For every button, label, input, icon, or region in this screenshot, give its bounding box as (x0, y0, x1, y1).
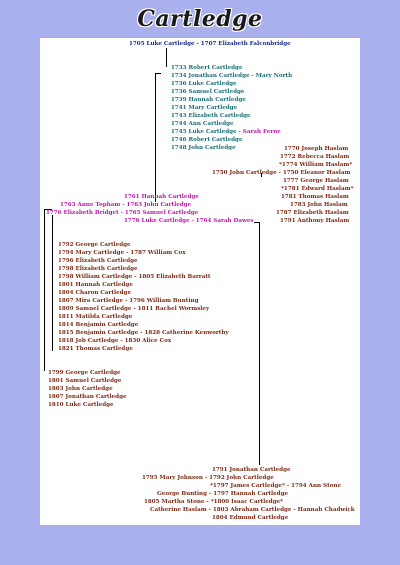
gen4-child: 1809 Samuel Cartledge - 1811 Rachel Wormsley (58, 306, 210, 312)
haslam-child: 1791 Anthony Haslam (280, 218, 350, 224)
gen4-child: 1807 Jonathan Cartledge (48, 394, 127, 400)
connector-gen3-left (44, 209, 45, 371)
gen4-child: 1804 Edmund Cartledge (212, 515, 289, 521)
gen3-luke-sarah: 1776 Luke Cartledge - 1764 Sarah Dawes (124, 218, 254, 224)
gen3-anne-john: 1763 Anne Topham - 1763 John Cartledge (60, 202, 192, 208)
haslam-child: 1777 George Haslam (283, 178, 349, 184)
gen4-child: 1821 Thomas Cartledge (58, 346, 133, 352)
gen4-child: 1798 Elizabeth Cartledge (58, 266, 138, 272)
gen2-child: 1748 John Cartledge (171, 145, 236, 151)
haslam-child: 1783 John Haslam (290, 202, 348, 208)
haslam-child: 1770 Joseph Haslam (284, 146, 349, 152)
gen2-child: 1746 Robert Cartledge (171, 137, 243, 143)
haslam-child: 1787 Elizabeth Haslam (276, 210, 349, 216)
gen4-child: 1798 William Cartledge - 1805 Elizabeth Barratt (58, 274, 211, 280)
gen4-child: 1791 Jonathan Cartledge (212, 467, 291, 473)
gen4-child: 1796 Elizabeth Cartledge (58, 258, 138, 264)
gen2-child: 1736 Samuel Cartledge (171, 89, 245, 95)
gen4-child: 1803 John Cartledge (48, 386, 113, 392)
haslam-child: *1774 William Haslam* (279, 162, 353, 168)
gen2-luke: 1745 Luke Cartledge (171, 129, 237, 135)
connector-luke-down (259, 222, 260, 465)
gen2-child: 1733 Robert Cartledge (171, 65, 243, 71)
gen4-child: 1807 Mira Cartledge - 1796 William Bunting (58, 298, 199, 304)
gen4-child: *1797 James Cartledge* - 1794 Ann Stone (210, 483, 342, 489)
gen4-child: 1810 Luke Cartledge (48, 402, 114, 408)
gen4-child: 1792 George Cartledge (58, 242, 131, 248)
gen4-child: 1814 Benjamin Cartledge (58, 322, 139, 328)
gen3-hannah: 1761 Hannah Cartledge (124, 194, 199, 200)
gen1-couple: 1705 Luke Cartledge - 1707 Elizabeth Falconbridge (129, 41, 291, 47)
haslam-child: 1772 Rebecca Haslam (280, 154, 350, 160)
gen4-child: George Bunting - 1797 Hannah Cartledge (157, 491, 289, 497)
gen4-child: 1805 Martha Stone - *1800 Isaac Cartledge* (144, 499, 284, 505)
gen4-child: 1801 Samuel Cartledge (48, 378, 122, 384)
gen2-child: 1741 Mary Cartledge (171, 105, 238, 111)
connector-gen2-spine (155, 73, 156, 202)
gen4-child: 1795 Mary Johnson - 1792 John Cartledge (142, 475, 274, 481)
haslam-couple: 1750 John Cartledge - 1750 Eleanor Haslam (212, 170, 351, 176)
gen4-child: 1815 Benjamin Cartledge - 1828 Catherine Kenworthy (58, 330, 229, 336)
gen4-child: Catherine Haslam - 1803 Abraham Cartledge - Hannah Chadwick (150, 507, 355, 513)
gen4-child: 1794 Mary Cartledge - 1787 William Cox (58, 250, 186, 256)
haslam-child: 1781 Thomas Haslam (281, 194, 349, 200)
gen2-child: 1739 Hannah Cartledge (171, 97, 246, 103)
gen2-child: 1743 Elizabeth Cartledge (171, 113, 251, 119)
gen3-eliz-samuel: 1776 Elizabeth Bridget - 1765 Samuel Cartledge (46, 210, 199, 216)
gen4-child: 1801 Hannah Cartledge (58, 282, 133, 288)
page-title: Cartledge (137, 6, 263, 32)
gen2-child: 1734 Jonathan Cartledge - Mary North (171, 73, 293, 79)
connector-gen1-down (166, 48, 167, 67)
gen2-child (171, 129, 281, 136)
gen2-child: 1736 Luke Cartledge (171, 81, 237, 87)
gen4-child: 1799 George Cartledge (48, 370, 121, 376)
gen4-child: 1818 Job Cartledge - 1830 Alice Cox (58, 338, 172, 344)
gen2-sarah-ferne: - Sarah Ferne (238, 129, 281, 135)
gen2-child: 1744 Ann Cartledge (171, 121, 234, 127)
haslam-child: *1781 Edward Haslam* (281, 186, 354, 192)
gen4-child: 1811 Matilda Cartledge (58, 314, 133, 320)
connector-gen3-mid (52, 215, 53, 351)
gen4-child: 1804 Charon Cartledge (58, 290, 132, 296)
connector-gen2-stub (155, 73, 161, 74)
